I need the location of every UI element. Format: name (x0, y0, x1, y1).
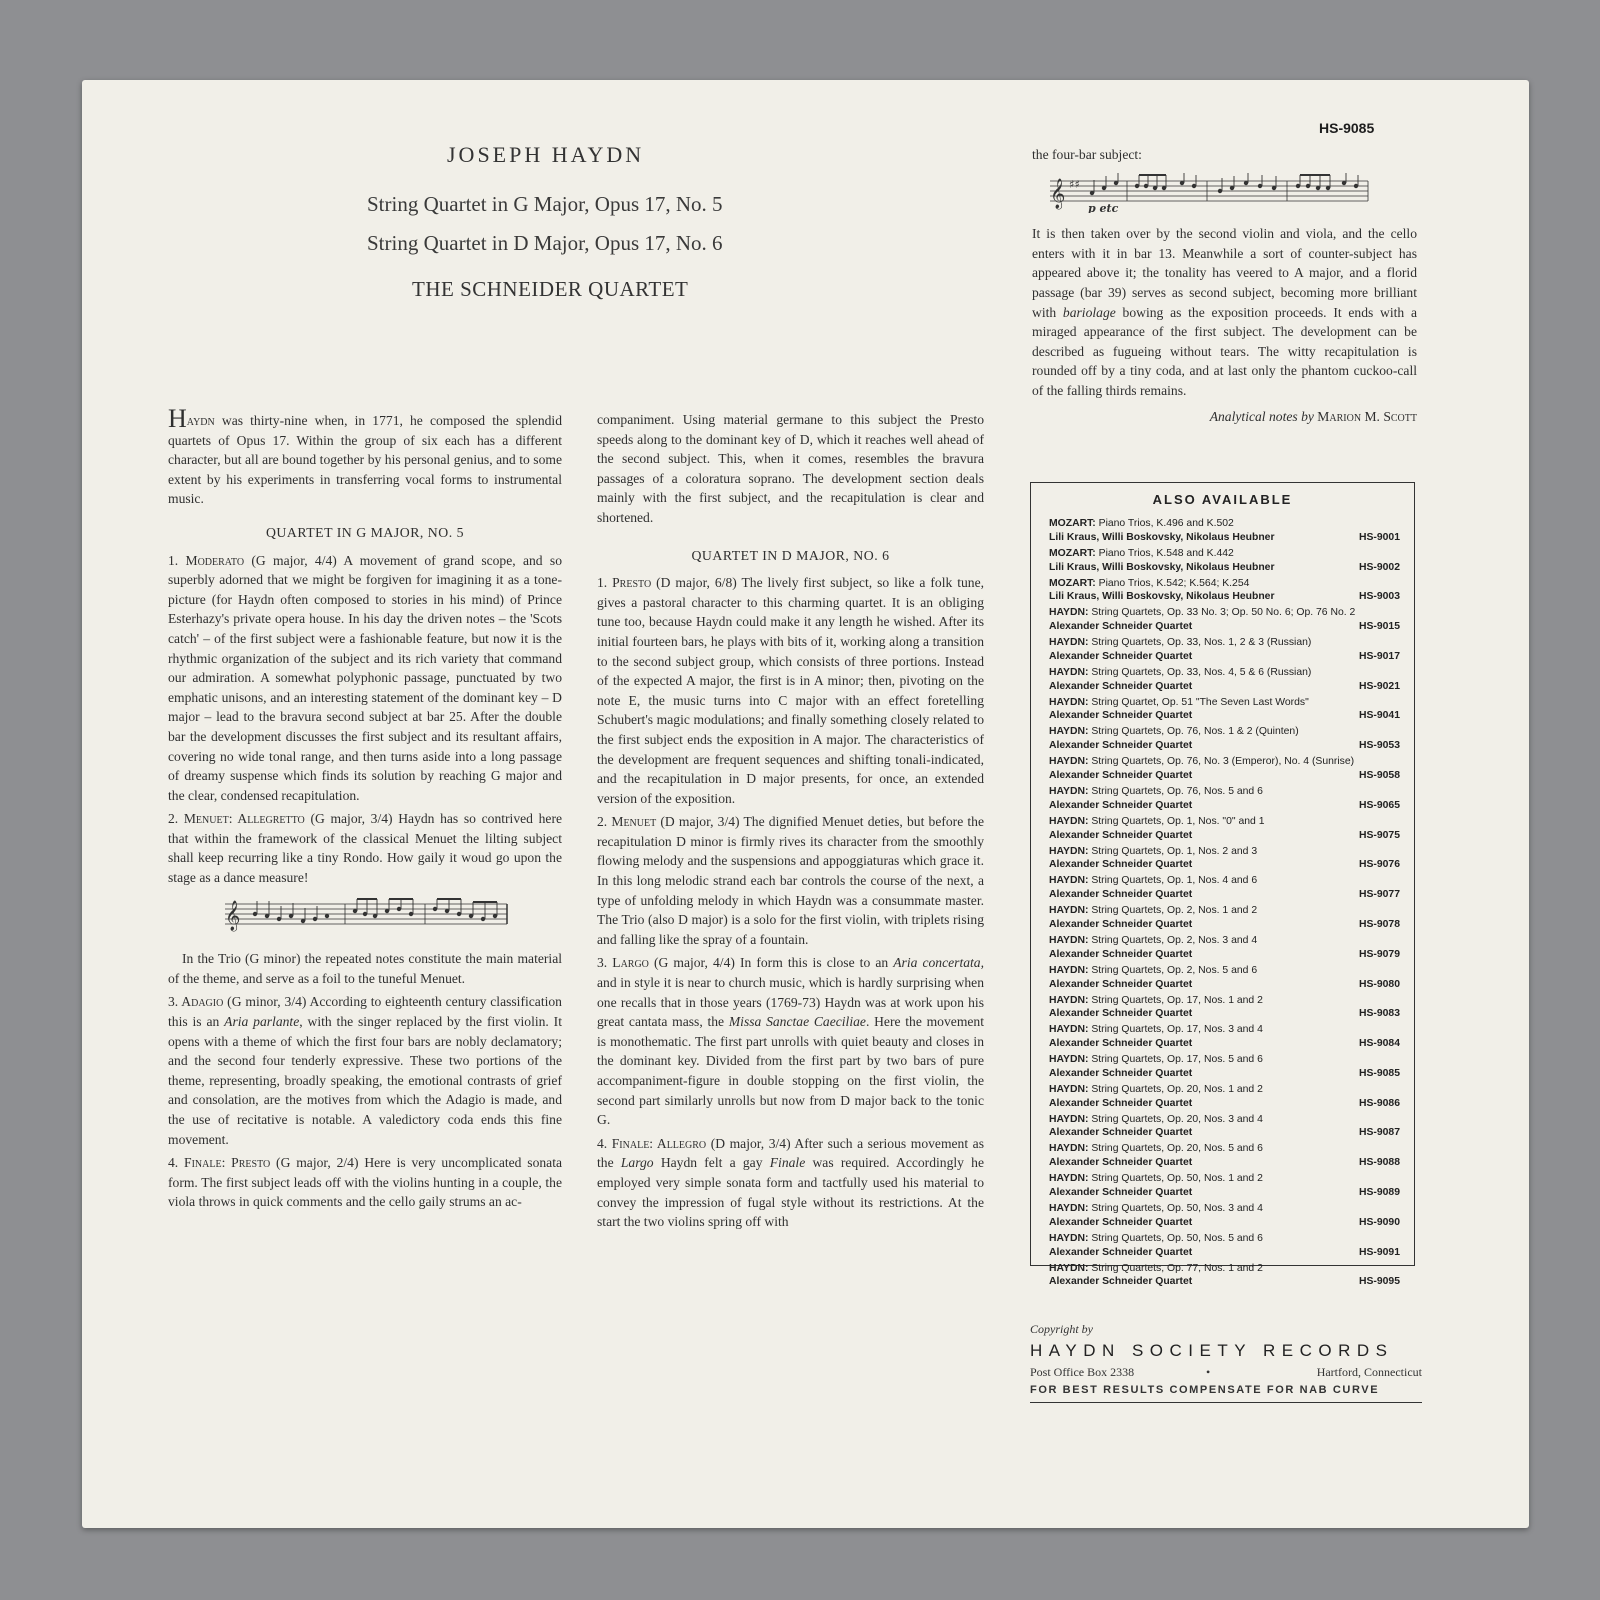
music-excerpt-finale (1042, 173, 1417, 219)
catalog-number: HS-9001 (1358, 531, 1400, 543)
catalog-work: String Quartets, Op. 76, No. 3 (Emperor), No. 4 (Sunrise) (1088, 756, 1355, 768)
catalog-composer: MOZART: (1049, 518, 1096, 529)
catalog-performers: Alexander Schneider Quartet (1049, 1097, 1193, 1109)
catalog-number: HS-9053 (1358, 740, 1400, 752)
catalog-number: HS-9090 (1358, 1216, 1400, 1228)
catalog-performers: Alexander Schneider Quartet (1049, 1216, 1193, 1228)
catalog-number: HS-9085 (1319, 120, 1375, 136)
catalog-number: HS-9079 (1358, 948, 1400, 960)
catalog-number: HS-9065 (1358, 799, 1400, 811)
catalog-composer: HAYDN: (1049, 1024, 1089, 1036)
nab-curve-notice: FOR BEST RESULTS COMPENSATE FOR NAB CURVE (1030, 1384, 1422, 1403)
also-available-list (1031, 517, 1414, 1289)
catalog-list-item (1049, 994, 1400, 1022)
catalog-list-item (1049, 517, 1400, 545)
catalog-composer: HAYDN: (1049, 1173, 1089, 1185)
catalog-number: HS-9084 (1358, 1038, 1400, 1050)
catalog-performers: Alexander Schneider Quartet (1049, 889, 1193, 901)
catalog-performers: Alexander Schneider Quartet (1049, 1008, 1193, 1020)
section-heading-d-major: QUARTET IN D MAJOR, NO. 6 (691, 547, 890, 563)
catalog-composer: HAYDN: (1049, 607, 1089, 619)
catalog-list-item (1049, 577, 1400, 605)
catalog-performers: Alexander Schneider Quartet (1049, 1276, 1193, 1288)
catalog-work: String Quartets, Op. 1, Nos. "0" and 1 (1088, 815, 1265, 827)
movement-2-paragraph: 2. Menuet (D major, 3/4) The dignified Menuet deties, but before the recapitulation D minor is firmly rives its character from the smoothly flowing melody and the suspensions and appoggiaturas which grace it. In this long melodic strand each bar controls the course of the next, a type of unfolding melody in which Haydn was a consummate master. The Trio (also D major) is a solo for the first violin, with triplets rising and falling like the spray of a fountain. (597, 814, 985, 947)
catalog-composer: HAYDN: (1049, 1113, 1089, 1125)
dynamic-marking: p etc (1088, 201, 1119, 213)
catalog-work: String Quartets, Op. 50, Nos. 3 and 4 (1088, 1202, 1263, 1214)
catalog-number: HS-9088 (1358, 1157, 1400, 1169)
catalog-performers: Alexander Schneider Quartet (1049, 650, 1193, 662)
catalog-number: HS-9076 (1358, 859, 1400, 871)
music-staff-icon (215, 896, 515, 932)
catalog-composer: MOZART: (1049, 547, 1096, 559)
catalog-performers: Alexander Schneider Quartet (1049, 1067, 1193, 1079)
catalog-work: String Quartets, Op. 17, Nos. 3 and 4 (1088, 1024, 1263, 1036)
catalog-number: HS-9095 (1358, 1276, 1400, 1288)
catalog-work: String Quartets, Op. 50, Nos. 1 and 2 (1088, 1173, 1263, 1185)
catalog-list-item (1049, 1083, 1400, 1111)
finale-paragraph: It is then taken over by the second violin and viola, and the cello enters with it in bar 13. Meanwhile a sort of counter-subject has appeared above it; the tonality has veered to A major, and a florid passage (bar 39) serves as second subject, becoming more brilliant with bariolage bowing as the exposition proceeds. It ends with a miraged appearance of the first subject. The development can be described as fugueing without tears. The witty recapitulation is rounded off by a tiny coda, and at last only the phantom cuckoo-call of the falling thirds remains. (1032, 226, 1417, 398)
catalog-work: String Quartets, Op. 2, Nos. 3 and 4 (1088, 934, 1258, 946)
catalog-performers: Alexander Schneider Quartet (1049, 799, 1193, 811)
continuation-paragraph: companiment. Using material germane to this subject the Presto speeds along to the dominant key of D, which it reaches well ahead of the second subject. This, when it comes, resembles the bravura passages of a coloratura soprano. The development section deals mainly with the first subject, and the recapitulation is clear and shortened. (597, 412, 984, 525)
catalog-work: String Quartets, Op. 33, Nos. 4, 5 & 6 (Russian) (1088, 666, 1312, 678)
post-office-box: Post Office Box 2338 (1030, 1365, 1135, 1379)
catalog-list-item (1049, 815, 1400, 843)
label-address (1030, 1365, 1422, 1381)
catalog-performers: Alexander Schneider Quartet (1049, 1246, 1193, 1258)
catalog-composer: HAYDN: (1049, 786, 1089, 798)
catalog-list-item (1049, 874, 1400, 902)
catalog-list-item (1049, 666, 1400, 694)
music-excerpt-menuet (168, 896, 562, 938)
catalog-list-item (1049, 785, 1400, 813)
catalog-number: HS-9087 (1358, 1127, 1400, 1139)
catalog-work: String Quartets, Op. 17, Nos. 1 and 2 (1088, 994, 1263, 1006)
catalog-performers: Alexander Schneider Quartet (1049, 770, 1193, 782)
catalog-list-item (1049, 725, 1400, 753)
catalog-work: String Quartets, Op. 77, Nos. 1 and 2 (1088, 1262, 1263, 1274)
drop-cap: H (168, 404, 187, 433)
catalog-composer: HAYDN: (1049, 934, 1089, 946)
catalog-list-item (1049, 755, 1400, 783)
notes-column-3 (1032, 145, 1417, 426)
catalog-work: String Quartets, Op. 20, Nos. 5 and 6 (1088, 1143, 1263, 1155)
catalog-list-item (1049, 1142, 1400, 1170)
svg-text:♯♯: ♯♯ (1069, 177, 1080, 191)
catalog-performers: Alexander Schneider Quartet (1049, 1038, 1193, 1050)
catalog-work: Piano Trios, K.548 and K.442 (1095, 547, 1234, 559)
catalog-number: HS-9017 (1358, 650, 1400, 662)
catalog-list-item (1049, 1202, 1400, 1230)
catalog-list-item (1049, 1232, 1400, 1260)
svg-text:𝄞: 𝄞 (225, 900, 241, 931)
catalog-number: HS-9003 (1358, 591, 1400, 603)
copyright-by: Copyright by (1030, 1322, 1093, 1336)
section-heading-g-major: QUARTET IN G MAJOR, NO. 5 (265, 524, 465, 540)
catalog-composer: HAYDN: (1049, 1143, 1089, 1155)
catalog-composer: HAYDN: (1049, 696, 1089, 708)
catalog-work: String Quartets, Op. 76, Nos. 1 & 2 (Quinten) (1088, 726, 1299, 738)
catalog-work: String Quartets, Op. 76, Nos. 5 and 6 (1088, 786, 1263, 798)
catalog-composer: HAYDN: (1049, 726, 1089, 738)
copyright-block (1030, 1322, 1422, 1403)
work-title-1: String Quartet in G Major, Opus 17, No. 5 (367, 192, 723, 216)
catalog-list-item (1049, 964, 1400, 992)
catalog-work: String Quartets, Op. 2, Nos. 5 and 6 (1088, 964, 1258, 976)
trio-paragraph: In the Trio (G minor) the repeated notes constitute the main material of the theme, and serve as a foil to the tuneful Menuet. (168, 951, 562, 986)
catalog-number: HS-9015 (1358, 621, 1400, 633)
also-available-box (1030, 482, 1415, 1288)
movement-1-paragraph: 1. Moderato (G major, 4/4) A movement of grand scope, and so superbly adorned that we might be forgiven for imagining it as a tone-picture (for Haydn often composed to stories in his mind) of Prince Esterhazy's private opera house. In his day the driven notes – the 'Scots catch' – of the first subject were a fashionable feature, but now it is the rhythmic organization of the subject and its rich variety that command our admiration. A somewhat polyphonic passage, punctuated by two emphatic unisons, and an interesting statement of the dominant key – D major – lead to the bravura second subject at bar 25. After the double bar the development discusses the first subject and its resultant affairs, covering no wide tonal range, and then turns aside into a long passage of dreamy suspense which finds its solution by reaching G major and the clear, condensed recapitulation. (168, 552, 562, 803)
catalog-list-item (1049, 547, 1400, 575)
catalog-number: HS-9075 (1358, 829, 1400, 841)
catalog-list-item (1049, 845, 1400, 873)
catalog-performers: Lili Kraus, Willi Boskovsky, Nikolaus Heubner (1049, 531, 1275, 543)
catalog-performers: Lili Kraus, Willi Boskovsky, Nikolaus Heubner (1049, 591, 1275, 603)
catalog-work: String Quartets, Op. 1, Nos. 4 and 6 (1088, 875, 1258, 887)
catalog-composer: HAYDN: (1049, 637, 1089, 649)
svg-text:𝄞: 𝄞 (1050, 178, 1066, 209)
catalog-number: HS-9077 (1358, 889, 1400, 901)
catalog-number: HS-9085 (1358, 1067, 1400, 1079)
intro-paragraph: Haydn was thirty-nine when, in 1771, he composed the splendid quartets of Opus 17. Within the group of six each has a different character, but all are bound together by his personal genius, and to some extent by his experiments in transferring vocal forms to instrumental music. (168, 404, 562, 507)
movement-3-paragraph: 3. Largo (G major, 4/4) In form this is close to an Aria concertata, and in style it is near to church music, which is hardly surprising when one recalls that in those years (1769-73) Haydn was at work upon his great cantata mass, the Missa Sanctae Caeciliae. Here the movement is monothematic. The first part unrolls with quiet beauty and closes in the dominant key. Divided from the first part by two bars of pure accompaniment-figure in double stopping on the first violin, the second part similarly unrolls but now from D major back to the tonic G. (597, 955, 984, 1128)
catalog-list-item (1049, 606, 1400, 634)
catalog-performers: Alexander Schneider Quartet (1049, 859, 1193, 871)
catalog-list-item (1049, 1113, 1400, 1141)
catalog-list-item (1049, 934, 1400, 962)
catalog-composer: HAYDN: (1049, 875, 1089, 887)
catalog-work: String Quartets, Op. 33, Nos. 1, 2 & 3 (Russian) (1088, 637, 1312, 649)
record-label-name: HAYDN SOCIETY RECORDS (1030, 1341, 1394, 1360)
catalog-work: String Quartet, Op. 51 "The Seven Last Words" (1088, 696, 1309, 708)
composer-title: JOSEPH HAYDN (447, 142, 645, 167)
catalog-composer: HAYDN: (1049, 756, 1089, 768)
catalog-list-item (1049, 904, 1400, 932)
catalog-composer: HAYDN: (1049, 815, 1089, 827)
catalog-work: String Quartets, Op. 20, Nos. 1 and 2 (1088, 1083, 1263, 1095)
city-state: Hartford, Connecticut (1316, 1365, 1422, 1379)
catalog-work: String Quartets, Op. 50, Nos. 5 and 6 (1088, 1232, 1263, 1244)
catalog-list-item (1049, 696, 1400, 724)
catalog-composer: HAYDN: (1049, 1083, 1089, 1095)
catalog-number: HS-9091 (1358, 1246, 1400, 1258)
subject-lead: the four-bar subject: (1032, 147, 1142, 162)
catalog-performers: Alexander Schneider Quartet (1049, 680, 1193, 692)
also-available-title: ALSO AVAILABLE (1152, 492, 1293, 507)
catalog-number: HS-9078 (1358, 918, 1400, 930)
catalog-performers: Alexander Schneider Quartet (1049, 1157, 1193, 1169)
catalog-work: String Quartets, Op. 33 No. 3; Op. 50 No. 6; Op. 76 No. 2 (1088, 607, 1356, 619)
notes-column-2 (597, 410, 984, 1232)
catalog-performers: Alexander Schneider Quartet (1049, 829, 1193, 841)
catalog-performers: Alexander Schneider Quartet (1049, 621, 1193, 633)
catalog-performers: Alexander Schneider Quartet (1049, 948, 1193, 960)
catalog-list-item (1049, 1172, 1400, 1200)
catalog-work: String Quartets, Op. 1, Nos. 2 and 3 (1088, 845, 1258, 857)
catalog-performers: Alexander Schneider Quartet (1049, 740, 1193, 752)
catalog-performers: Alexander Schneider Quartet (1049, 710, 1193, 722)
music-staff-icon (1042, 173, 1372, 213)
catalog-work: String Quartets, Op. 2, Nos. 1 and 2 (1088, 905, 1258, 917)
catalog-work: Piano Trios, K.542; K.564; K.254 (1095, 577, 1250, 589)
catalog-number: HS-9086 (1358, 1097, 1400, 1109)
catalog-composer: HAYDN: (1049, 1262, 1089, 1274)
catalog-number: HS-9083 (1358, 1008, 1400, 1020)
catalog-number: HS-9058 (1358, 770, 1400, 782)
catalog-composer: HAYDN: (1049, 964, 1089, 976)
catalog-composer: HAYDN: (1049, 994, 1089, 1006)
catalog-composer: HAYDN: (1049, 666, 1089, 678)
catalog-composer: HAYDN: (1049, 1232, 1089, 1244)
catalog-work: Piano Trios, K.496 and K.502 (1095, 518, 1234, 529)
movement-4-paragraph: 4. Finale: Presto (G major, 2/4) Here is very uncomplicated sonata form. The first subject leads off with the violins hunting in a couple, the viola throws in quick comments and the cello gaily strums an ac- (168, 1155, 563, 1210)
catalog-composer: MOZART: (1049, 577, 1096, 589)
catalog-list-item (1049, 1053, 1400, 1081)
catalog-composer: HAYDN: (1049, 845, 1089, 857)
catalog-list-item (1049, 636, 1400, 664)
catalog-performers: Alexander Schneider Quartet (1049, 918, 1193, 930)
catalog-list-item (1049, 1262, 1400, 1290)
movement-2-paragraph: 2. Menuet: Allegretto (G major, 3/4) Haydn has so contrived here that within the framework of the classical Menuet the lilting subject shall keep recurring like a tiny Rondo. How gaily it woud go upon the stage as a dance measure! (168, 811, 562, 886)
catalog-number: HS-9089 (1358, 1186, 1400, 1198)
catalog-composer: HAYDN: (1049, 905, 1089, 917)
catalog-number: HS-9041 (1358, 710, 1400, 722)
work-title-2: String Quartet in D Major, Opus 17, No. 6 (367, 231, 723, 255)
catalog-number: HS-9002 (1358, 561, 1400, 573)
catalog-composer: HAYDN: (1049, 1054, 1089, 1066)
performer-title: THE SCHNEIDER QUARTET (412, 277, 689, 301)
analytical-notes-credit: Analytical notes by Marion M. Scott (1209, 408, 1417, 424)
bullet-separator: • (1206, 1365, 1211, 1379)
movement-1-paragraph: 1. Presto (D major, 6/8) The lively first subject, so like a folk tune, gives a pastoral character to this charming quartet. It is an obliging tune too, because Haydn could make it any length he wished. After its initial fourteen bars, he plays with bits of it, working along a transition to the second subject group, which consists of three portions. Instead of the expected A major, the first is in A minor; then, pivoting on the note E, the music turns into C major with an effect foretelling Schubert's magic modulations; and finally something closely related to the first subject ends the exposition in A major. The characteristics of the development are frequent sequences and shifting tonali-indicated, and the recapitulation in D major presents, for once, an extended version of the exposition. (597, 575, 984, 806)
catalog-number: HS-9021 (1358, 680, 1400, 692)
movement-4-paragraph: 4. Finale: Allegro (D major, 3/4) After such a serious movement as the Largo Haydn felt a gay Finale was required. Accordingly he employed very simple sonata form and tactfully used his material to convey the impression of fugal style without its restrictions. At the start the two violins spring off with (597, 1135, 985, 1230)
catalog-performers: Alexander Schneider Quartet (1049, 978, 1193, 990)
catalog-composer: HAYDN: (1049, 1202, 1089, 1214)
catalog-work: String Quartets, Op. 20, Nos. 3 and 4 (1088, 1113, 1263, 1125)
catalog-performers: Alexander Schneider Quartet (1049, 1127, 1193, 1139)
notes-column-1 (168, 404, 563, 1212)
catalog-performers: Lili Kraus, Willi Boskovsky, Nikolaus Heubner (1049, 561, 1275, 573)
catalog-work: String Quartets, Op. 17, Nos. 5 and 6 (1088, 1054, 1263, 1066)
catalog-number: HS-9080 (1358, 978, 1400, 990)
movement-3-paragraph: 3. Adagio (G minor, 3/4) According to eighteenth century classification this is an Aria parlante, with the singer replaced by the first violin. It opens with a theme of which the first four bars are nobly declamatory; and the second four tenderly expressive. These two portions of the theme, representing, broadly speaking, the emotional contrasts of grief and consolation, are the motives from which the Adagio is made, and the use of recitative is notable. A valedictory coda ends this fine movement. (168, 994, 562, 1147)
catalog-list-item (1049, 1023, 1400, 1051)
record-sleeve-back (82, 80, 1529, 1528)
catalog-performers: Alexander Schneider Quartet (1049, 1186, 1193, 1198)
